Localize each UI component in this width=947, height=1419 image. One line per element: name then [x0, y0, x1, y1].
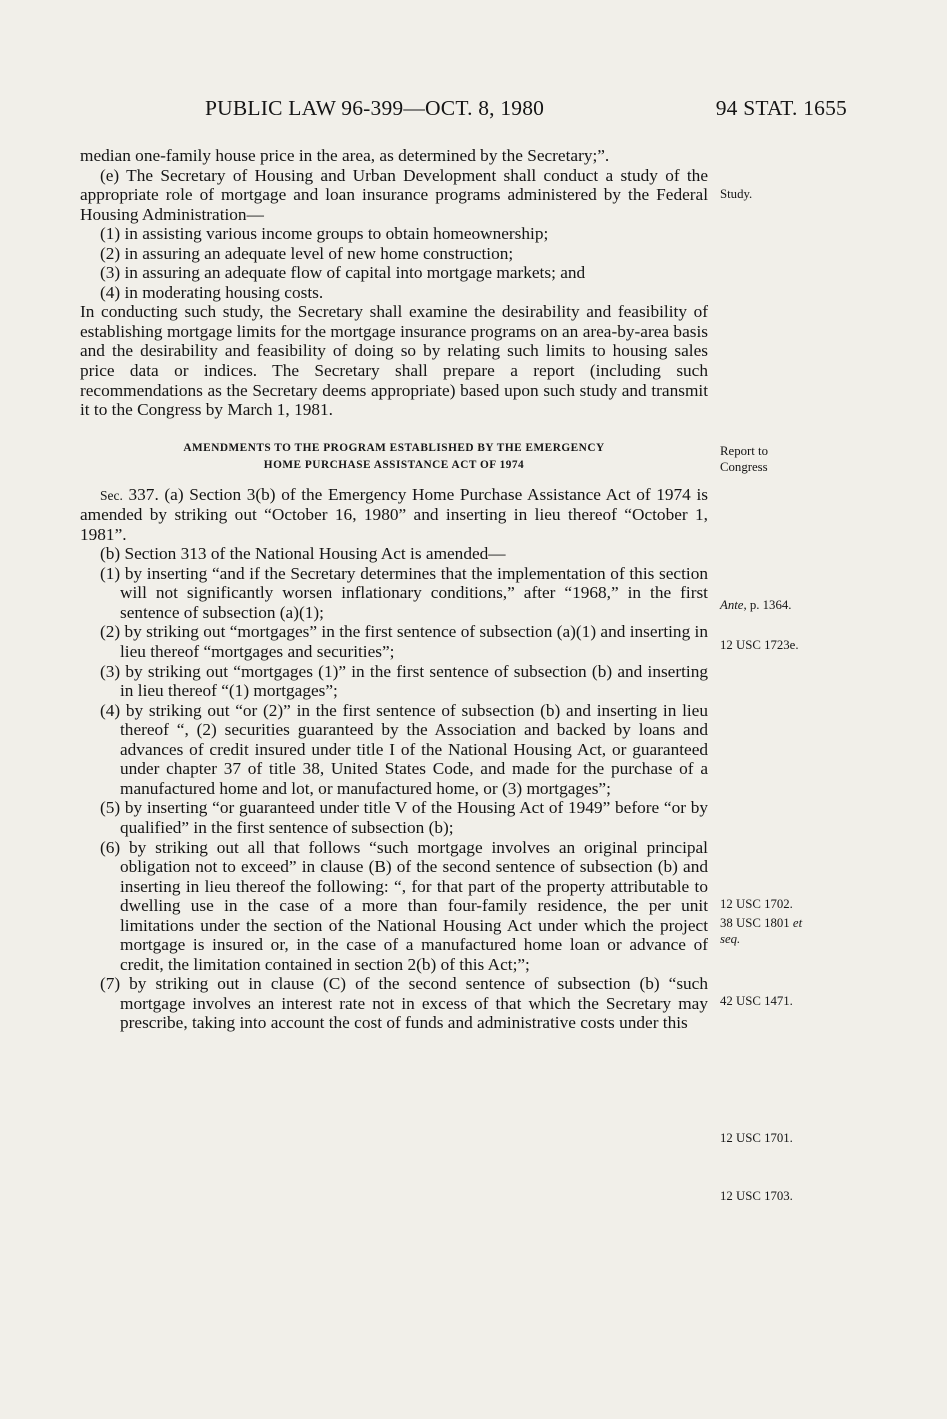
margin-note-usc: 42 USC 1471.	[720, 994, 793, 1008]
page-header	[0, 96, 947, 132]
margin-note-usc: 12 USC 1702.	[720, 897, 793, 911]
margin-note-line: Congress	[720, 460, 768, 474]
margin-note-report	[720, 443, 900, 475]
margin-note-usc: 12 USC 1703.	[720, 1189, 793, 1203]
law-title: PUBLIC LAW 96-399—OCT. 8, 1980	[205, 96, 545, 120]
usc-ref-italic: seq.	[720, 932, 741, 946]
margin-note-study: Study.	[720, 187, 753, 201]
margin-note-usc: 12 USC 1701.	[720, 1131, 793, 1145]
margin-note-line: Report to	[720, 444, 768, 458]
paragraph	[80, 485, 708, 545]
list-item: (5) by inserting “or guaranteed under title V of the Housing Act of 1949” before “or by qualified” in the first sentence of subsection (b);	[100, 798, 708, 837]
list-item: (1) in assisting various income groups to obtain homeownership;	[100, 224, 549, 244]
list-item: (3) in assuring an adequate flow of capital into mortgage markets; and	[100, 263, 586, 283]
usc-ref-italic: et	[792, 916, 803, 930]
list-item: (4) in moderating housing costs.	[100, 282, 324, 302]
sec-text: 337. (a) Section 3(b) of the Emergency Home Purchase Assistance Act of 1974 is amended by striking out “October 16, 1980” and inserting in lieu thereof “October 1, 1981”.	[80, 484, 708, 544]
paragraph: In conducting such study, the Secretary shall examine the desirability and feasibility of establishing mortgage limits for the mortgage insurance programs on an area-by-area basis and the desirability and feasibility of doing so by relating such limits to housing sales price data or indices. The Secretary shall prepare a report (including such recommendations as the Secretary deems appropriate) based upon such study and transmit it to the Congress by March 1, 1981.	[80, 302, 708, 420]
heading-line: AMENDMENTS TO THE PROGRAM ESTABLISHED BY THE EMERGENCY	[183, 441, 605, 454]
list-item: (3) by striking out “mortgages (1)” in the first sentence of subsection (b) and inserting in lieu thereof “(1) mortgages”;	[100, 661, 708, 701]
list-item: (7) by striking out in clause (C) of the second sentence of subsection (b) “such mortgage involves an interest rate not in excess of that which the Secretary may prescribe, taking into account the cost of funds and administrative costs under this	[100, 974, 708, 1033]
ante-page: p. 1364.	[746, 598, 792, 612]
paragraph: median one-family house price in the area, as determined by the Secretary;”.	[80, 146, 610, 165]
list-item: (2) by striking out “mortgages” in the first sentence of subsection (a)(1) and inserting in lieu thereof “mortgages and securities”;	[100, 622, 708, 662]
margin-note-usc: 12 USC 1723e.	[720, 638, 799, 652]
body-text	[80, 146, 708, 1033]
usc-ref: 38 USC 1801	[720, 916, 793, 930]
list-item: (6) by striking out all that follows “such mortgage involves an original principal obligation not to exceed” in clause (B) of the second sentence of subsection (b) and inserting in lieu thereof the following: “, for that part of the property attributable to dwelling use in the case of a more than four-family residence, the per unit limitations under the section of the National Housing Act under which the project mortgage is insured or, in the case of a manufactured home loan or advance of credit, the limitation contained in section 2(b) of this Act;”;	[100, 837, 708, 974]
margin-note-ante	[720, 597, 900, 613]
list-item: (4) by striking out “or (2)” in the first sentence of subsection (b) and inserting in lieu thereof “, (2) securities guaranteed by the Association and backed by loans and advances of credit insured under title I of the National Housing Act, or guaranteed under chapter 37 of title 38, United States Code, and made for the purchase of a manufactured home and lot, or manufactured home, or (3) mortgages”;	[100, 700, 708, 798]
margin-note-usc-cont	[720, 931, 900, 947]
list-item: (1) by inserting “and if the Secretary determines that the implementation of this section will not significantly worsen inflationary conditions,” after “1968,” in the first sentence of subsection (a)(1);	[100, 563, 708, 622]
statute-page-number: 94 STAT. 1655	[715, 96, 847, 120]
sec-label: Sec.	[100, 487, 123, 503]
list-item: (2) in assuring an adequate level of new home construction;	[100, 243, 514, 263]
paragraph: (b) Section 313 of the National Housing Act is amended—	[100, 544, 506, 564]
ante-italic: Ante,	[720, 598, 747, 612]
paragraph: (e) The Secretary of Housing and Urban Development shall conduct a study of the appropriate role of mortgage and loan insurance programs administered by the Federal Housing Administration—	[80, 165, 708, 224]
heading-line: HOME PURCHASE ASSISTANCE ACT OF 1974	[263, 458, 525, 471]
margin-note-usc	[720, 915, 900, 931]
section-heading	[80, 440, 708, 474]
